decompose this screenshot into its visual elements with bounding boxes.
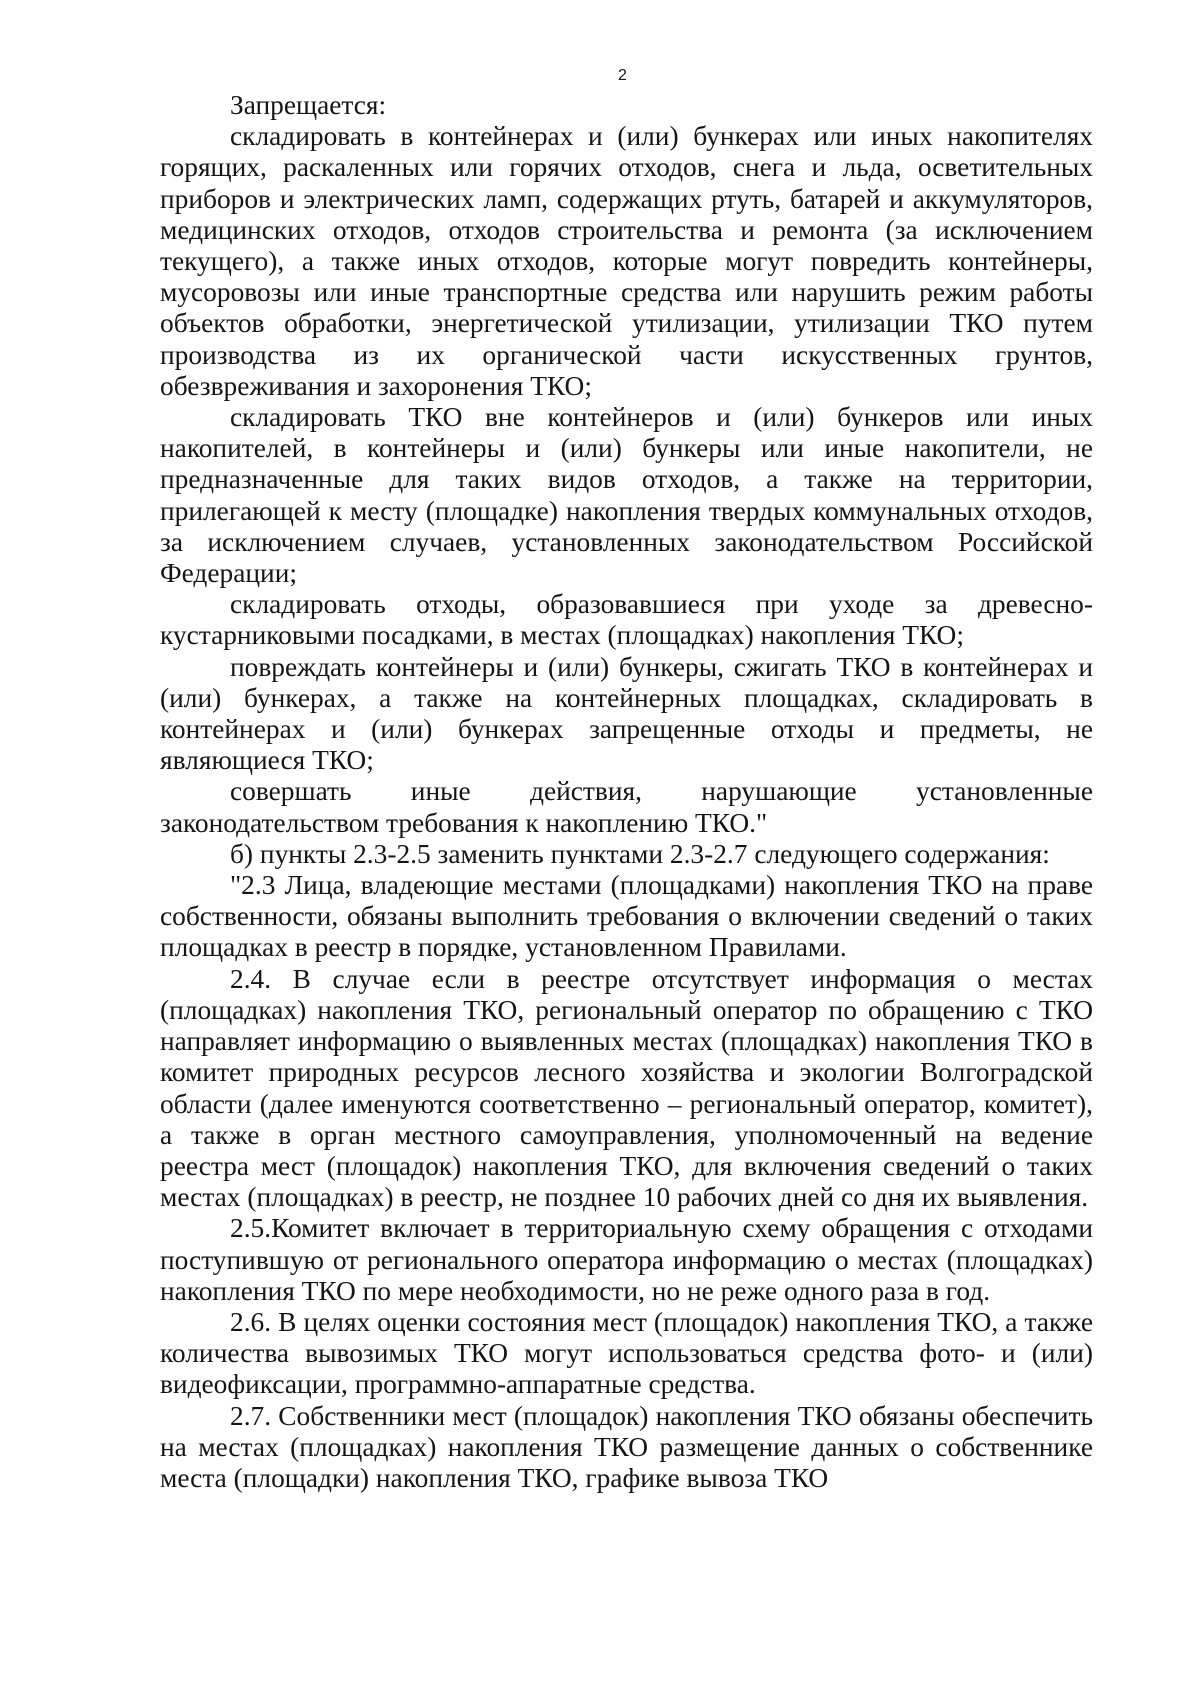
- document-body: [160, 90, 1093, 1494]
- paragraph-clause-2-3: "2.3 Лица, владеющие местами (площадками) накопления ТКО на праве собственности, обязаны выполнить требования о включении сведений о таких площадках в реестр в порядке, установленном Правилами.: [160, 870, 1093, 963]
- paragraph-prohibited-outside-containers: складировать ТКО вне контейнеров и (или) бункеров или иных накопителей, в контейнеры и (или) бункеры или иные накопители, не предназначенные для таких видов отходов, а также на территории, прилегающей к месту (площадке) накопления твердых коммунальных отходов, за исключением случаев, установленных законодательством Российской Федерации;: [160, 402, 1093, 589]
- paragraph-clause-2-5: 2.5.Комитет включает в территориальную схему обращения с отходами поступившую от регионального оператора информацию о местах (площадках) накопления ТКО по мере необходимости, но не реже одного раза в год.: [160, 1213, 1093, 1306]
- paragraph-clause-2-6: 2.6. В целях оценки состояния мест (площадок) накопления ТКО, а также количества вывозимых ТКО могут использоваться средства фото- и (или) видеофиксации, программно-аппаратные средства.: [160, 1306, 1093, 1400]
- paragraph-amendment-b: б) пункты 2.3-2.5 заменить пунктами 2.3-2.7 следующего содержания:: [230, 838, 1050, 869]
- page-number: 2: [618, 67, 627, 84]
- paragraph-prohibited-hazardous-waste: складировать в контейнерах и (или) бункерах или иных накопителях горящих, раскаленных или горячих отходов, снега и льда, осветительных приборов и электрических ламп, содержащих ртуть, батарей и аккумуляторов, медицинских отходов, отходов строительства и ремонта (за исключением текущего), а также иных отходов, которые могут повредить контейнеры, мусоровозы или иные транспортные средства или нарушить режим работы объектов обработки, энергетической утилизации, утилизации ТКО путем производства из их органической части искусственных грунтов, обезвреживания и захоронения ТКО;: [160, 121, 1093, 401]
- paragraph-prohibited-damage-burning: повреждать контейнеры и (или) бункеры, сжигать ТКО в контейнерах и (или) бункерах, а также на контейнерных площадках, складировать в контейнерах и (или) бункерах запрещенные отходы и предметы, не являющиеся ТКО;: [160, 651, 1093, 776]
- paragraph-clause-2-7: 2.7. Собственники мест (площадок) накопления ТКО обязаны обеспечить на местах (площадках) накопления ТКО размещение данных о собственнике места (площадки) накопления ТКО, графике вывоза ТКО: [160, 1400, 1093, 1493]
- paragraph-clause-2-4: 2.4. В случае если в реестре отсутствует информация о местах (площадках) накопления ТКО, региональный оператор по обращению с ТКО направляет информацию о выявленных местах (площадках) накопления ТКО в комитет природных ресурсов лесного хозяйства и экологии Волгоградской области (далее именуются соответственно – региональный оператор, комитет), а также в орган местного самоуправления, уполномоченный на ведение реестра мест (площадок) накопления ТКО, для включения сведений о таких местах (площадках) в реестр, не позднее 10 рабочих дней со дня их выявления.: [160, 963, 1093, 1213]
- paragraph-prohibited-heading: Запрещается:: [230, 90, 387, 120]
- paragraph-prohibited-plant-waste: складировать отходы, образовавшиеся при уходе за древесно-кустарниковыми посадками, в местах (площадках) накопления ТКО;: [160, 589, 1093, 651]
- paragraph-prohibited-other-actions: совершать иные действия, нарушающие установленные законодательством требования к накоплению ТКО.": [160, 776, 1093, 838]
